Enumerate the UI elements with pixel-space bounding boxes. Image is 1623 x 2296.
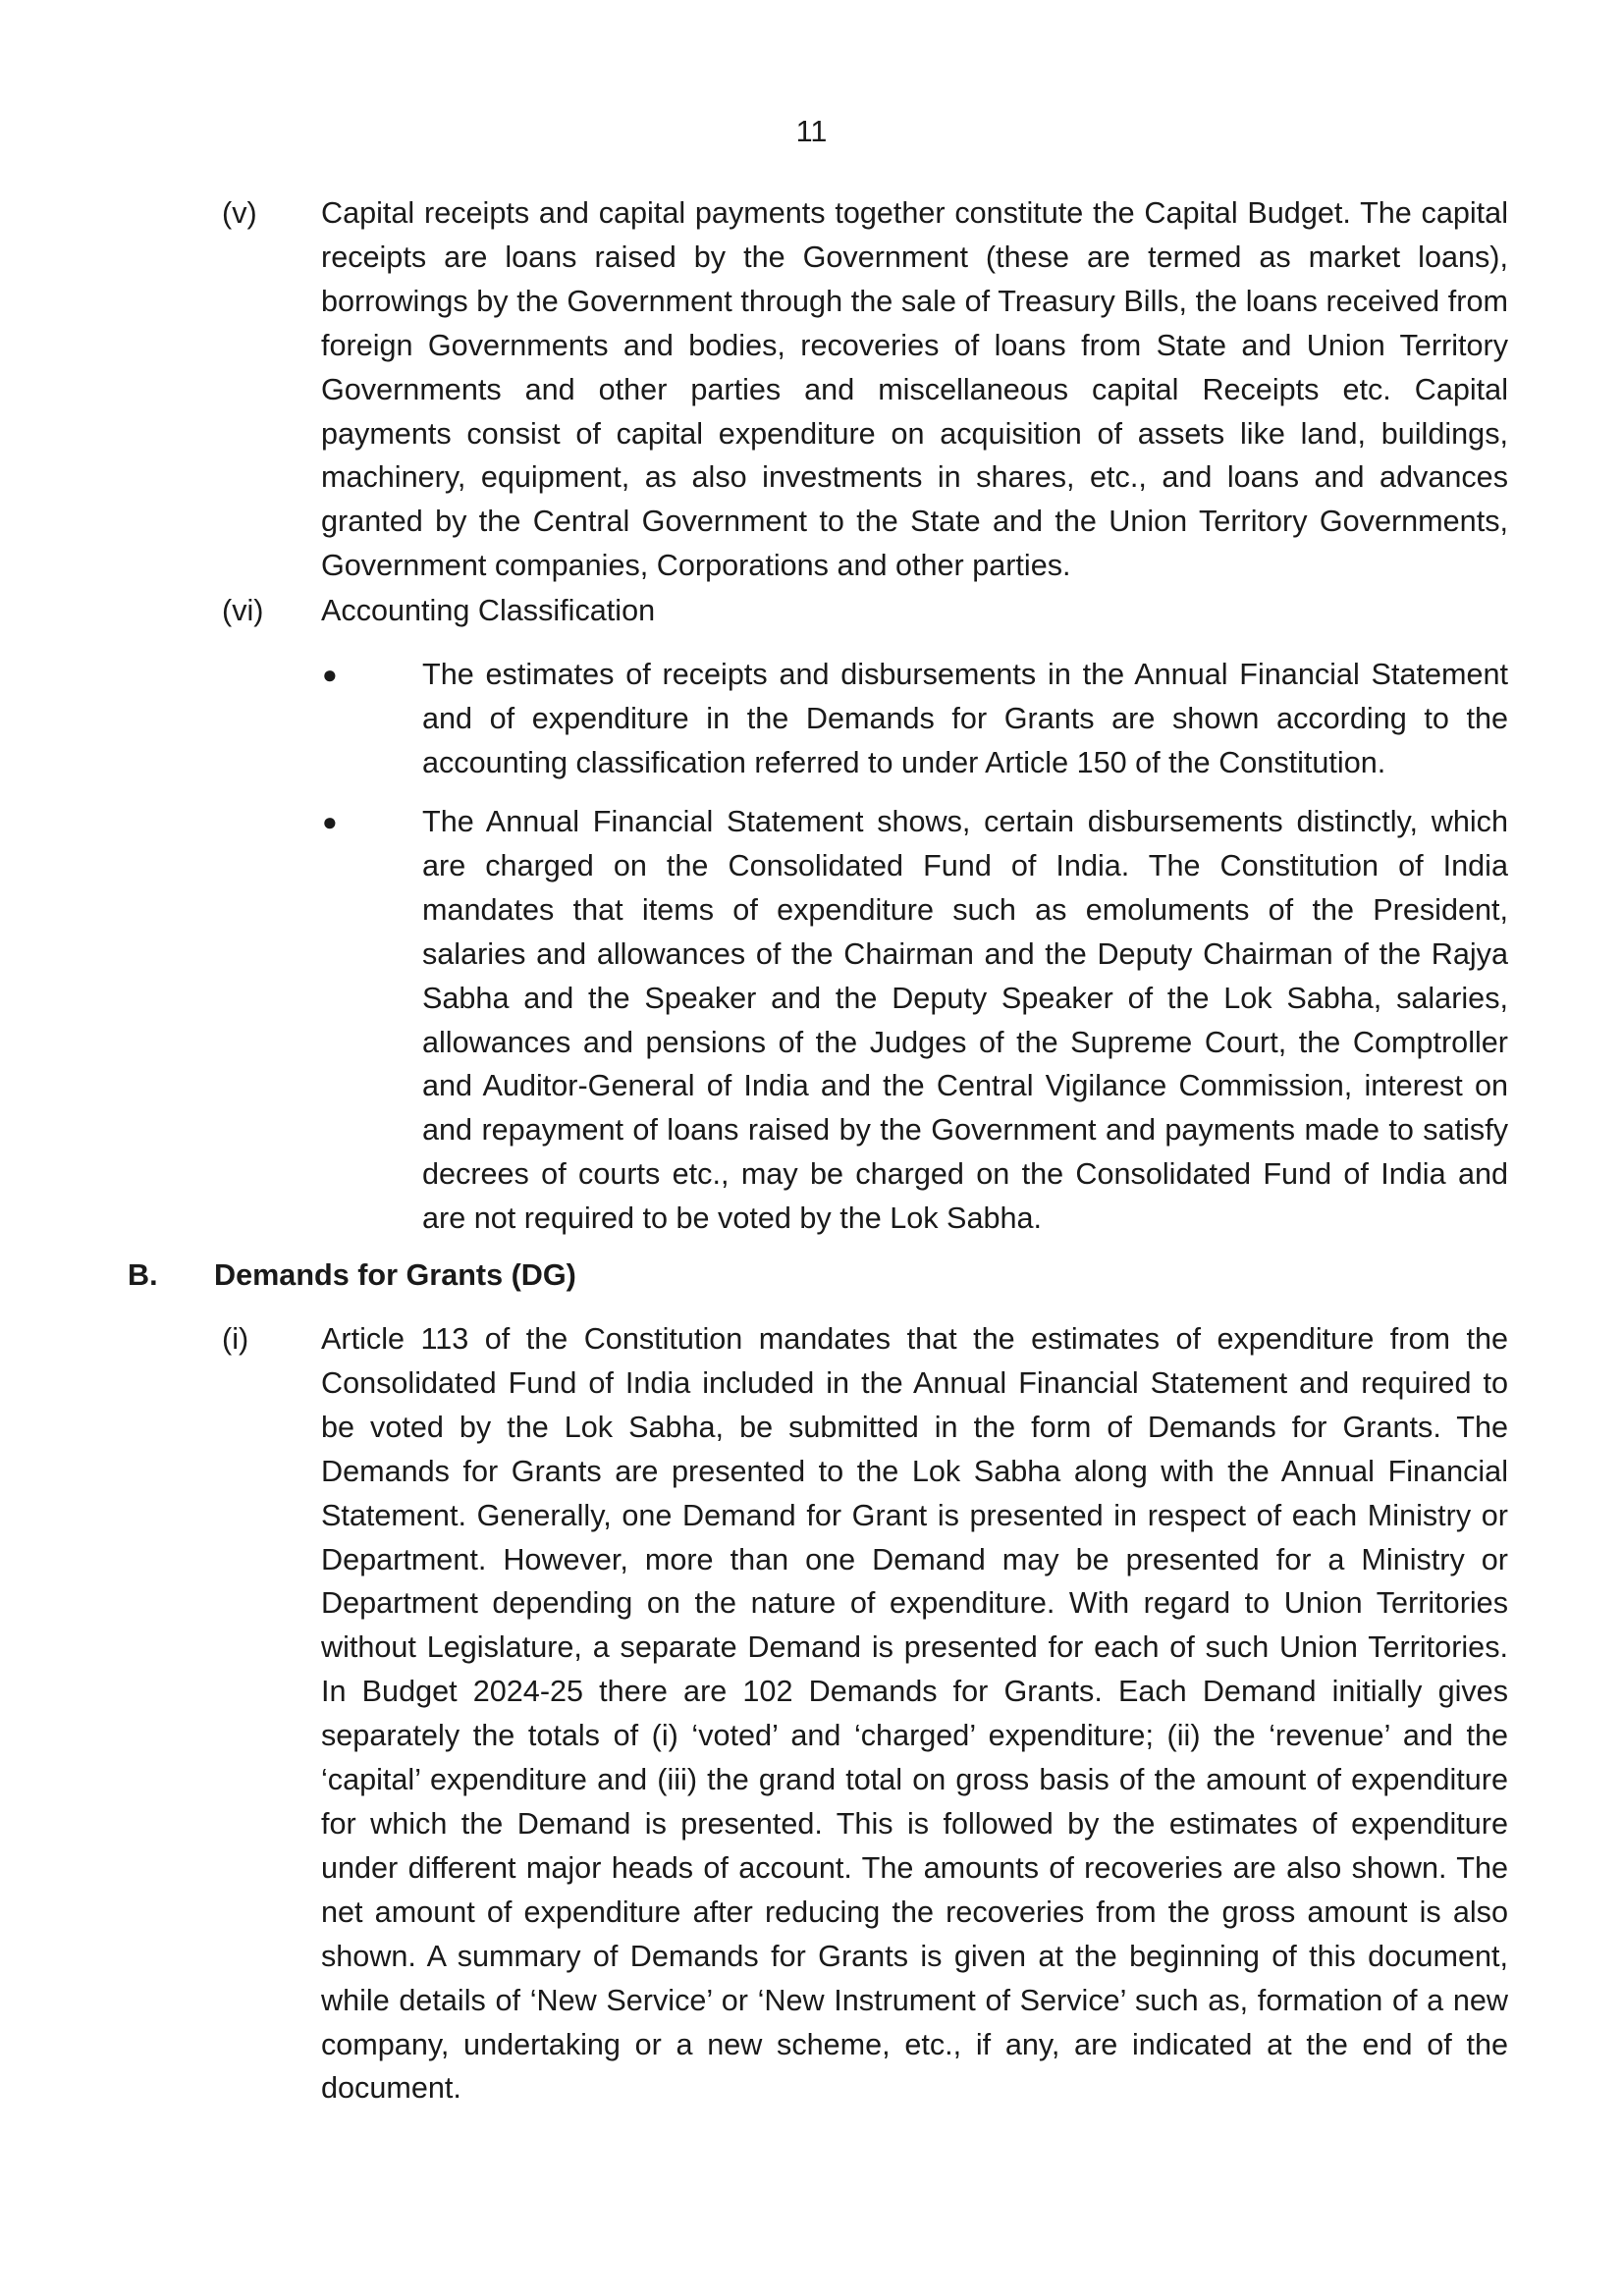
section-b-title: Demands for Grants (DG) <box>214 1258 576 1292</box>
item-v-text: Capital receipts and capital payments together constitute the Capital Budget. The capital receipts are loans raised by the Government (these are termed as market loans), borrowings by the Government through the sale of Treasury Bills, the loans received from foreign Governments and bodies, recoveries of loans from State and Union Territory Governments and other parties and miscellaneous capital Receipts etc. Capital payments consist of capital expenditure on acquisition of assets like land, buildings, machinery, equipment, as also investments in shares, etc., and loans and advances granted by the Central Government to the State and the Union Territory Governments, Government companies, Corporations and other parties. <box>321 196 1508 583</box>
item-i-text: Article 113 of the Constitution mandates that the estimates of expenditure from the Consolidated Fund of India included in the Annual Financial Statement and required to be voted by the Lok Sabha, be submitted in the form of Demands for Grants. The Demands for Grants are presented to the Lok Sabha along with the Annual Financial Statement. Generally, one Demand for Grant is presented in respect of each Ministry or Department. However, more than one Demand may be presented for a Ministry or Department depending on the nature of expenditure. With regard to Union Territories without Legislature, a separate Demand is presented for each of such Union Territories. In Budget 2024-25 there are 102 Demands for Grants. Each Demand initially gives separately the totals of (i) ‘voted’ and ‘charged’ expenditure; (ii) the ‘revenue’ and the ‘capital’ expenditure and (iii) the grand total on gross basis of the amount of expenditure for which the Demand is presented. This is followed by the estimates of expenditure under different major heads of account. The amounts of recoveries are also shown. The net amount of expenditure after reducing the recoveries from the gross amount is also shown. A summary of Demands for Grants is given at the beginning of this document, while details of ‘New Service’ or ‘New Instrument of Service’ such as, formation of a new company, undertaking or a new scheme, etc., if any, are indicated at the end of the document. <box>321 1322 1508 2106</box>
page-number: 11 <box>795 115 828 148</box>
item-vi-heading: Accounting Classification <box>321 594 656 627</box>
bullet-text: The Annual Financial Statement shows, certain disbursements distinctly, which are charged on the Consolidated Fund of India. The Constitution of India mandates that items of expenditure such as emoluments of the President, salaries and allowances of the Chairman and the Deputy Chairman of the Rajya Sabha and the Speaker and the Deputy Speaker of the Lok Sabha, salaries, allowances and pensions of the Judges of the Supreme Court, the Comptroller and Auditor-General of India and the Central Vigilance Commission, interest on and repayment of loans raised by the Government and payments made to satisfy decrees of courts etc., may be charged on the Consolidated Fund of India and are not required to be voted by the Lok Sabha. <box>422 805 1508 1236</box>
item-vi-marker: (vi) <box>222 594 264 627</box>
bullet-icon: ● <box>322 807 338 836</box>
bullet-text: The estimates of receipts and disbursements in the Annual Financial Statement and of expenditure in the Demands for Grants are shown according to the accounting classification referred to under Article 150 of the Constitution. <box>422 658 1508 779</box>
item-i-marker: (i) <box>222 1322 249 1356</box>
item-v-marker: (v) <box>222 196 257 230</box>
section-b-letter: B. <box>128 1258 158 1292</box>
bullet-icon: ● <box>322 660 338 689</box>
